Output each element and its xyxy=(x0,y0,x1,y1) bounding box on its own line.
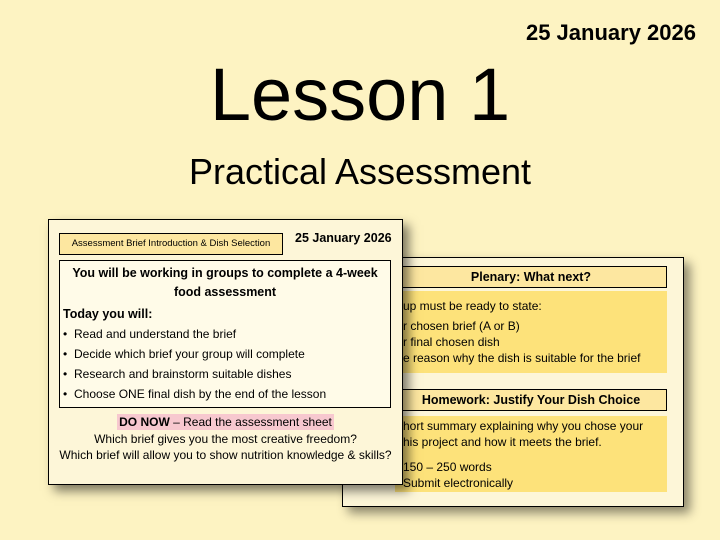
homework-line: hort summary explaining why you chose your xyxy=(403,419,644,433)
slide-thumbnail-assessment-brief[interactable] xyxy=(48,219,403,485)
objectives-box xyxy=(59,260,391,408)
question-1: Which brief gives you the most creative freedom? xyxy=(94,432,357,446)
page-date: 25 January 2026 xyxy=(525,20,696,45)
homework-line: 150 – 250 words xyxy=(403,460,492,474)
slide-date: 25 January 2026 xyxy=(295,231,392,245)
do-now-text: – Read the assessment sheet xyxy=(169,415,332,429)
plenary-box xyxy=(395,291,667,373)
today-heading: Today you will: xyxy=(63,307,153,321)
plenary-line: r final chosen dish xyxy=(403,335,500,349)
objectives-list xyxy=(60,324,390,404)
slide-tag: Assessment Brief Introduction & Dish Selection xyxy=(59,233,283,255)
plenary-header: Plenary: What next? xyxy=(395,266,667,288)
do-now-highlight xyxy=(117,414,334,430)
homework-header: Homework: Justify Your Dish Choice xyxy=(395,389,667,411)
plenary-line: r chosen brief (A or B) xyxy=(403,319,520,333)
homework-box xyxy=(395,416,667,492)
list-item: • Read and understand the brief xyxy=(60,324,390,344)
plenary-line: e reason why the dish is suitable for the brief xyxy=(403,351,641,365)
do-now-label: DO NOW xyxy=(119,415,170,429)
do-now xyxy=(49,414,402,430)
question-2: Which brief will allow you to show nutrition knowledge & skills? xyxy=(59,448,392,462)
intro-text: You will be working in groups to complete a 4-week food assessment xyxy=(72,266,378,299)
list-item: • Research and brainstorm suitable dishes xyxy=(60,364,390,384)
lesson-title: Lesson 1 xyxy=(209,53,511,136)
homework-line: Submit electronically xyxy=(403,476,514,490)
lesson-subtitle: Practical Assessment xyxy=(188,151,532,192)
list-item: • Choose ONE final dish by the end of the lesson xyxy=(60,384,390,404)
list-item: • Decide which brief your group will complete xyxy=(60,344,390,364)
plenary-line: up must be ready to state: xyxy=(403,299,542,313)
homework-line: his project and how it meets the brief. xyxy=(403,435,602,449)
